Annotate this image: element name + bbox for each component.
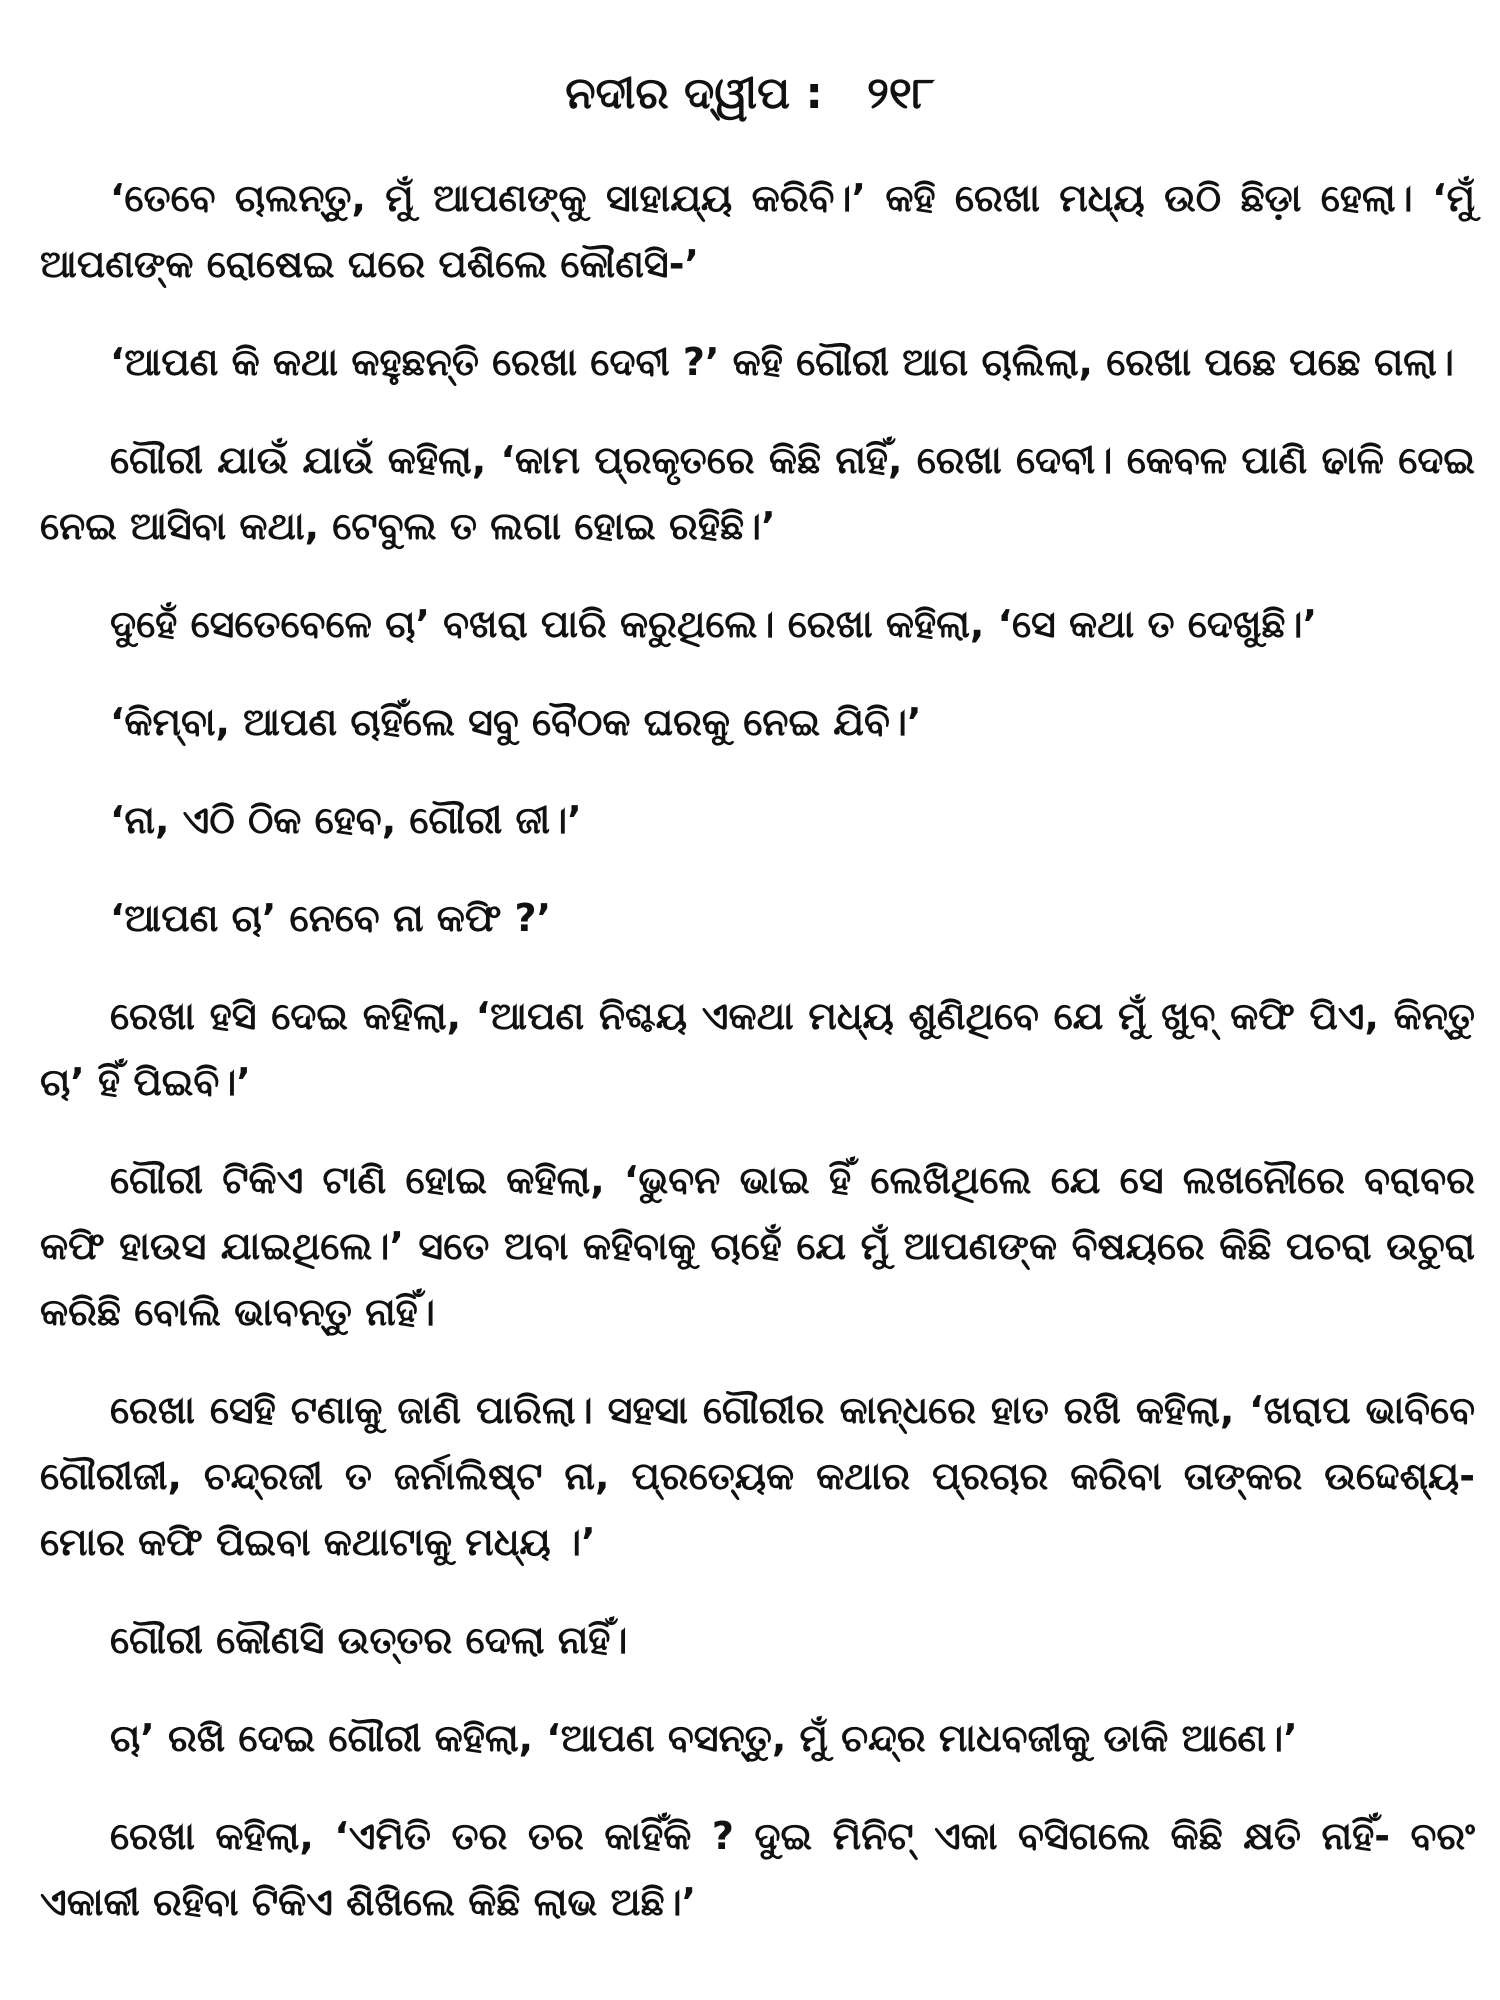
page-number: ୨୧୮ bbox=[866, 68, 935, 119]
paragraph-13: ରେଖା କହିଲା, ‘ଏମିତି ତର ତର କାହିଁକି ? ଦୁଇ ମିନିଟ୍ ଏକା ବସିଗଲେ କିଛି କ୍ଷତି ନାହିଁ- ବରଂ ଏକାକୀ ରହିବା ଟିକିଏ ଶିଖିଲେ କିଛି ଲାଭ ଅଛି।’ bbox=[40, 1814, 1475, 1924]
paragraph-2: ‘ଆପଣ କି କଥା କହୁଛନ୍ତି ରେଖା ଦେବୀ ?’ କହି ଗୌରୀ ଆଗ ଚାଲିଲା, ରେଖା ପଛେ ପଛେ ଗଲା। bbox=[110, 340, 1454, 384]
paragraph-1: ‘ତେବେ ଚାଲନ୍ତୁ, ମୁଁ ଆପଣଙ୍କୁ ସାହାଯ୍ୟ କରିବି।’ କହି ରେଖା ମଧ୍ୟ ଉଠି ଛିଡ଼ା ହେଲା। ‘ମୁଁ ଆପଣଙ୍କ ରୋଷେଇ ଘରେ ପଶିଲେ କୌଣସି-’ bbox=[40, 176, 1475, 286]
paragraph-5: ‘କିମ୍ବା, ଆପଣ ଚାହିଁଲେ ସବୁ ବୈଠକ ଘରକୁ ନେଇ ଯିବି।’ bbox=[110, 700, 922, 744]
paragraph-8: ରେଖା ହସି ଦେଇ କହିଲା, ‘ଆପଣ ନିଶ୍ଚୟ ଏକଥା ମଧ୍ୟ ଶୁଣିଥିବେ ଯେ ମୁଁ ଖୁବ୍ କଫି ପିଏ, କିନ୍ତୁ ଚା’ ହିଁ ପିଇବି।’ bbox=[40, 994, 1475, 1104]
paragraph-3: ଗୌରୀ ଯାଉଁ ଯାଉଁ କହିଲା, ‘କାମ ପ୍ରକୃତରେ କିଛି ନାହିଁ, ରେଖା ଦେବୀ। କେବଳ ପାଣି ଢାଳି ଦେଇ ନେଇ ଆସିବା କଥା, ଟେବୁଲ ତ ଲଗା ହୋଇ ରହିଛି।’ bbox=[40, 438, 1475, 548]
page-header bbox=[0, 68, 1500, 119]
paragraph-9: ଗୌରୀ ଟିକିଏ ଟାଣି ହୋଇ କହିଲା, ‘ଭୁବନ ଭାଇ ହିଁ ଲେଖିଥିଲେ ଯେ ସେ ଲଖନୌରେ ବରାବର କଫି ହାଉସ ଯାଇଥିଲେ।’ ସତେ ଅବା କହିବାକୁ ଚାହେଁ ଯେ ମୁଁ ଆପଣଙ୍କ ବିଷୟରେ କିଛି ପଚରା ଉଚୁରା କରିଛି ବୋଲି ଭାବନ୍ତୁ ନାହିଁ। bbox=[40, 1158, 1475, 1334]
paragraph-12: ଚା’ ରଖି ଦେଇ ଗୌରୀ କହିଲା, ‘ଆପଣ ବସନ୍ତୁ, ମୁଁ ଚନ୍ଦ୍ର ମାଧବଜୀକୁ ଡାକି ଆଣେ।’ bbox=[110, 1716, 1298, 1760]
paragraph-11: ଗୌରୀ କୌଣସି ଉତ୍ତର ଦେଲା ନାହିଁ। bbox=[110, 1618, 628, 1662]
paragraph-10: ରେଖା ସେହି ଟଣାକୁ ଜାଣି ପାରିଲା। ସହସା ଗୌରୀର କାନ୍ଧରେ ହାତ ରଖି କହିଲା, ‘ଖରାପ ଭାବିବେ ଗୌରୀଜୀ, ଚନ୍ଦ୍ରଜୀ ତ ଜର୍ନାଲିଷ୍ଟ ନା, ପ୍ରତ୍ୟେକ କଥାର ପ୍ରଚାର କରିବା ତାଙ୍କର ଉଦ୍ଦେଶ୍ୟ- ମୋର କଫି ପିଇବା କଥାଟାକୁ ମଧ୍ୟ ।’ bbox=[40, 1388, 1475, 1564]
paragraph-6: ‘ନା, ଏଠି ଠିକ ହେବ, ଗୌରୀ ଜୀ।’ bbox=[110, 798, 582, 842]
body-text bbox=[40, 165, 1475, 1967]
running-title: ନଦୀର ଦ୍ୱୀପ : bbox=[565, 68, 823, 119]
paragraph-4: ଦୁହେଁ ସେତେବେଳେ ଚା’ ବଖରା ପାରି କରୁଥିଲେ। ରେଖା କହିଲା, ‘ସେ କଥା ତ ଦେଖୁଛି।’ bbox=[110, 602, 1318, 646]
paragraph-7: ‘ଆପଣ ଚା’ ନେବେ ନା କଫି ?’ bbox=[110, 896, 552, 940]
